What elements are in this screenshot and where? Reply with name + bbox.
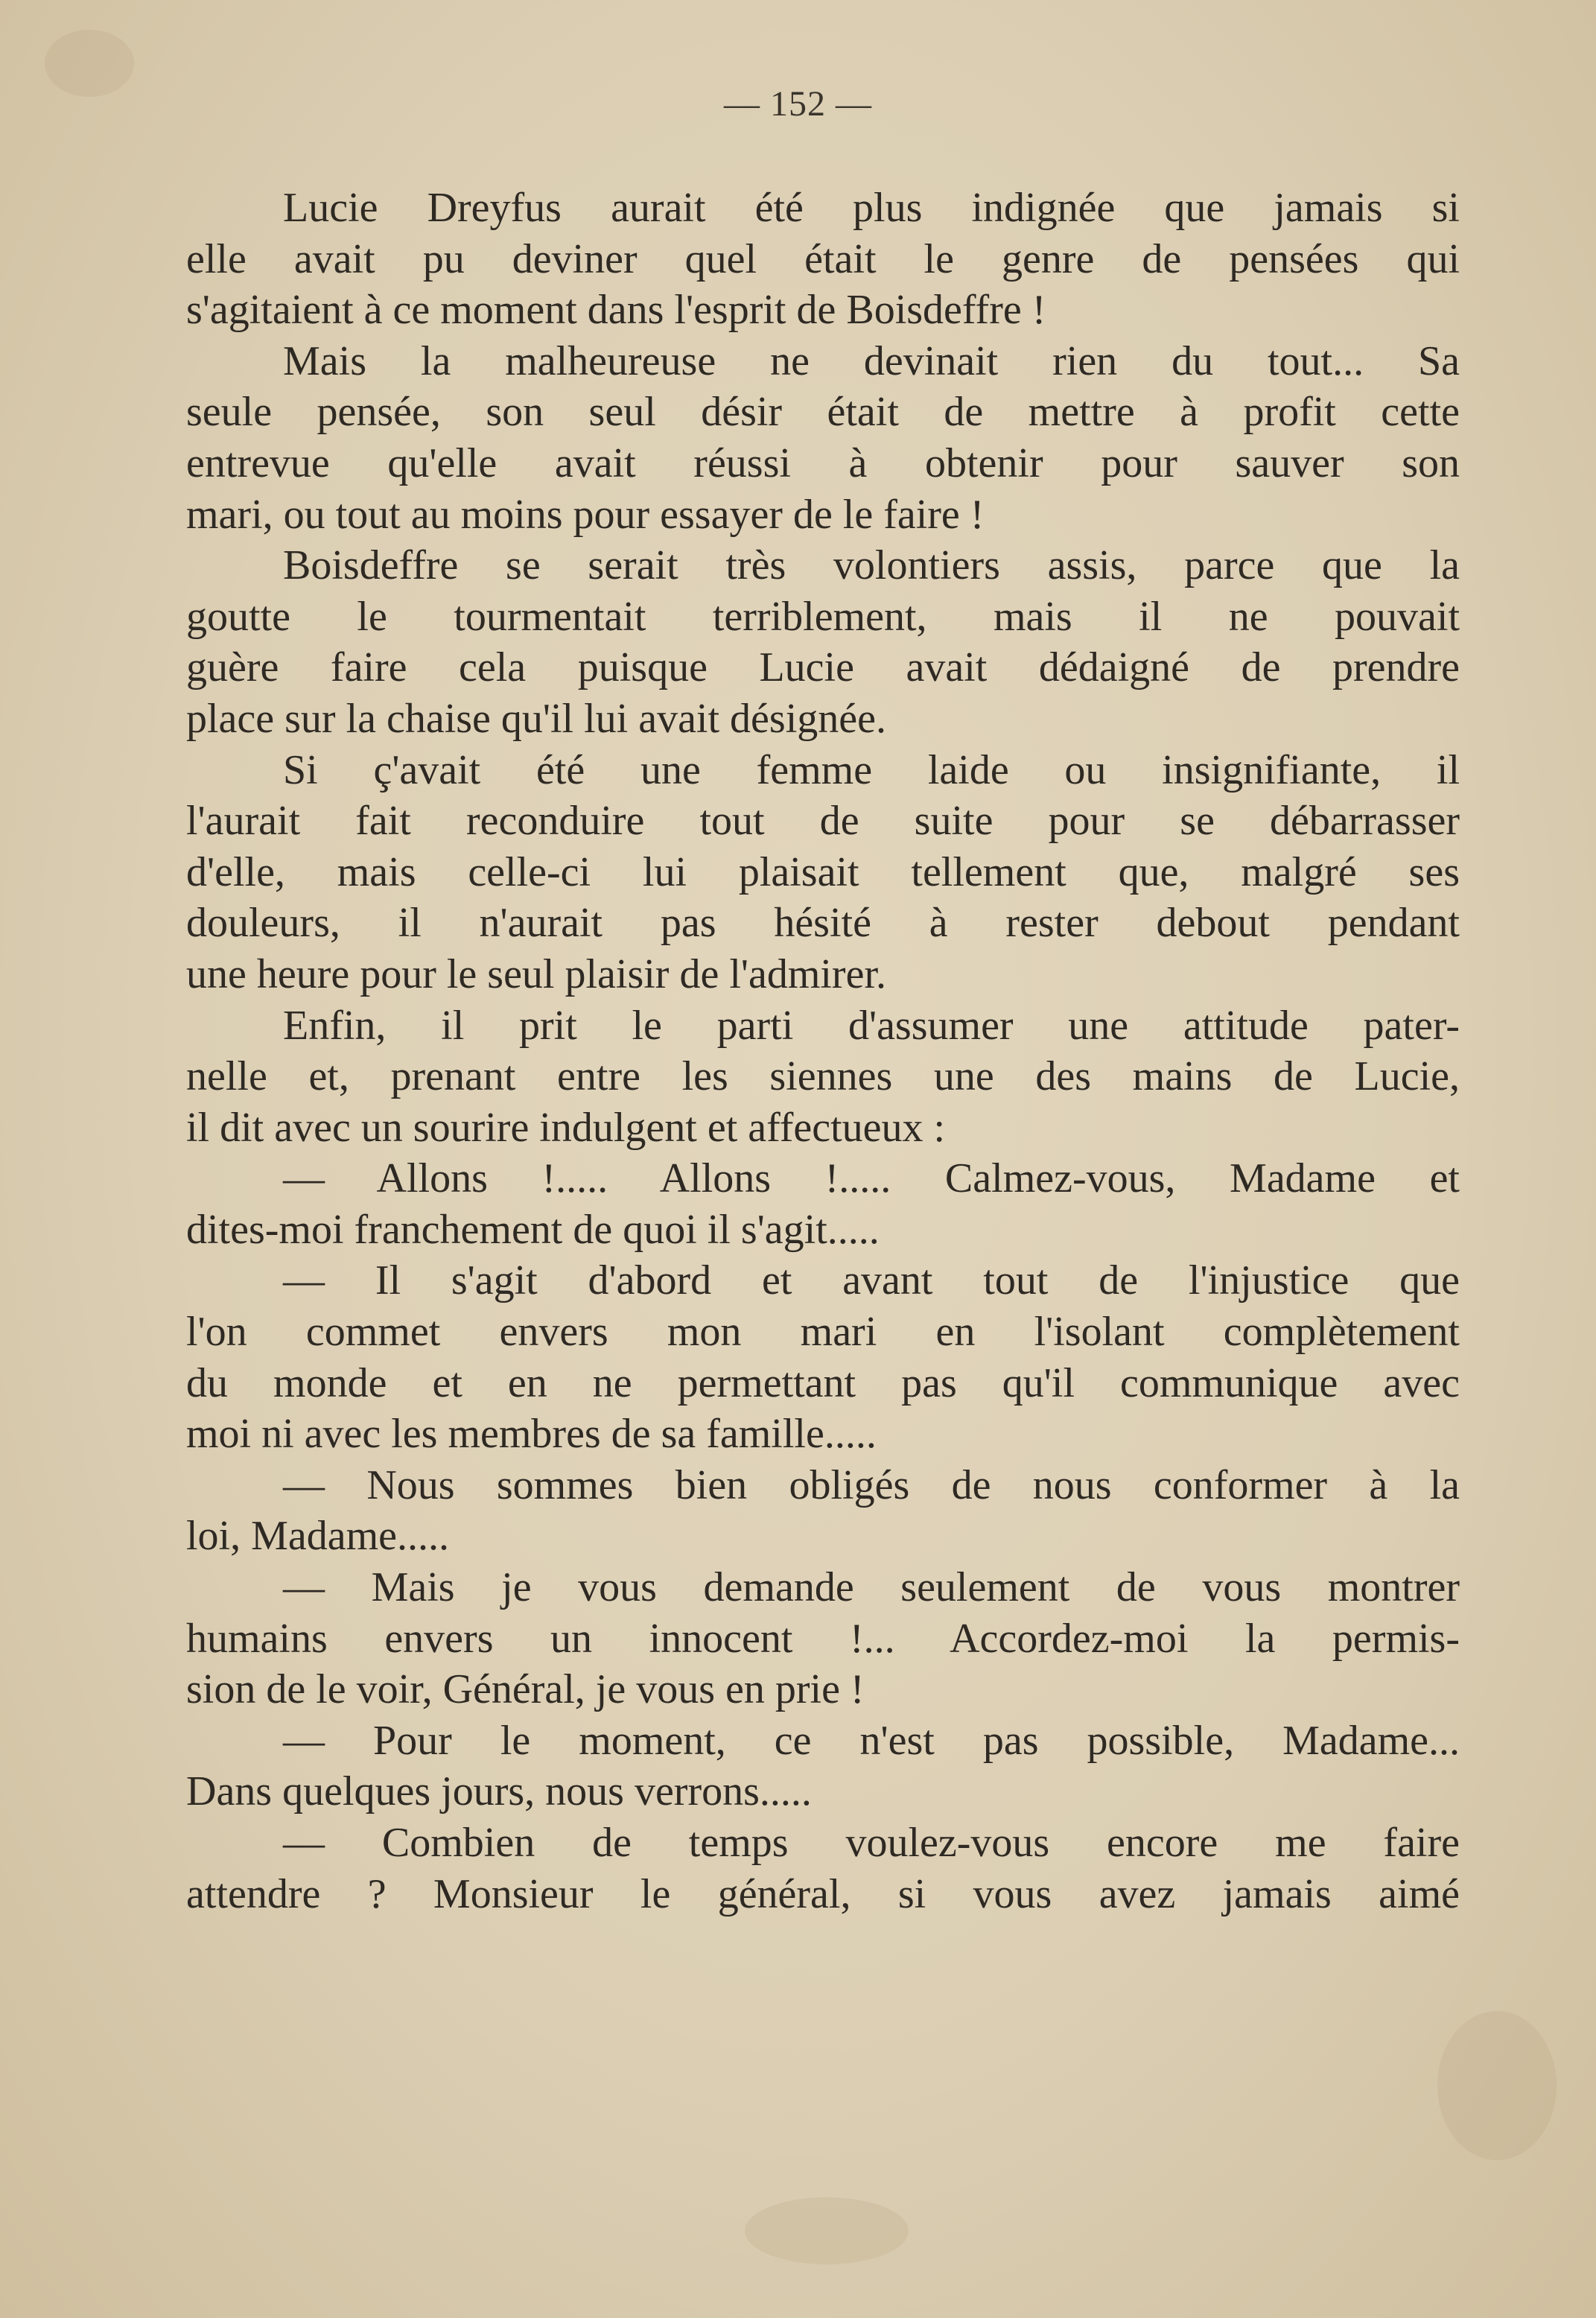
text-line: — Il s'agit d'abord et avant tout de l'injustice que — [283, 1257, 1460, 1304]
text-line: Boisdeffre se serait très volontiers assis, parce que la — [283, 542, 1460, 589]
text-line: il dit avec un sourire indulgent et affectueux : — [186, 1104, 946, 1151]
text-line: Dans quelques jours, nous verrons..... — [186, 1768, 812, 1815]
text-line: dites-moi franchement de quoi il s'agit..... — [186, 1206, 880, 1253]
text-line: entrevue qu'elle avait réussi à obtenir pour sauver son — [186, 439, 1460, 486]
text-line: guère faire cela puisque Lucie avait dédaigné de prendre — [186, 644, 1460, 691]
text-line: moi ni avec les membres de sa famille..... — [186, 1411, 877, 1458]
text-line: — Allons !..... Allons !..... Calmez-vous, Madame et — [283, 1155, 1460, 1202]
text-line: l'aurait fait reconduire tout de suite pour se débarrasser — [186, 798, 1460, 845]
text-line: humains envers un innocent !... Accordez-moi la permis- — [186, 1615, 1460, 1662]
text-line: attendre ? Monsieur le général, si vous avez jamais aimé — [186, 1870, 1460, 1917]
text-line: du monde et en ne permettant pas qu'il communique avec — [186, 1359, 1460, 1406]
paper-stain — [745, 2197, 909, 2264]
text-line: sion de le voir, Général, je vous en prie ! — [186, 1666, 865, 1713]
text-line: — Combien de temps voulez-vous encore me faire — [283, 1820, 1460, 1866]
text-line: seule pensée, son seul désir était de mettre à profit cette — [186, 389, 1460, 436]
text-line: Lucie Dreyfus aurait été plus indignée que jamais si — [283, 185, 1460, 231]
text-line: une heure pour le seul plaisir de l'admirer. — [186, 950, 886, 997]
text-line: goutte le tourmentait terriblement, mais il ne pouvait — [186, 593, 1460, 640]
text-line: loi, Madame..... — [186, 1513, 450, 1560]
text-line: — Pour le moment, ce n'est pas possible, Madame... — [283, 1717, 1460, 1764]
page-body-text — [186, 182, 1460, 1920]
text-line: d'elle, mais celle-ci lui plaisait tellement que, malgré ses — [186, 848, 1460, 895]
paper-stain — [1437, 2011, 1557, 2160]
text-line: douleurs, il n'aurait pas hésité à rester debout pendant — [186, 900, 1460, 947]
text-line: — Nous sommes bien obligés de nous conformer à la — [283, 1461, 1460, 1508]
text-line: — Mais je vous demande seulement de vous montrer — [283, 1564, 1460, 1611]
text-line: mari, ou tout au moins pour essayer de le faire ! — [186, 491, 985, 538]
text-line: Mais la malheureuse ne devinait rien du tout... Sa — [283, 337, 1460, 384]
text-line: elle avait pu deviner quel était le genre de pensées qui — [186, 235, 1460, 282]
text-line: nelle et, prenant entre les siennes une des mains de Lucie, — [186, 1053, 1460, 1100]
text-line: l'on commet envers mon mari en l'isolant complètement — [186, 1309, 1460, 1356]
text-line: Si ç'avait été une femme laide ou insignifiante, il — [283, 746, 1460, 793]
text-line: Enfin, il prit le parti d'assumer une attitude pater- — [283, 1002, 1460, 1049]
text-line: place sur la chaise qu'il lui avait désignée. — [186, 695, 886, 742]
page-number: — 152 — — [724, 84, 872, 124]
text-line: s'agitaient à ce moment dans l'esprit de Boisdeffre ! — [186, 287, 1046, 334]
